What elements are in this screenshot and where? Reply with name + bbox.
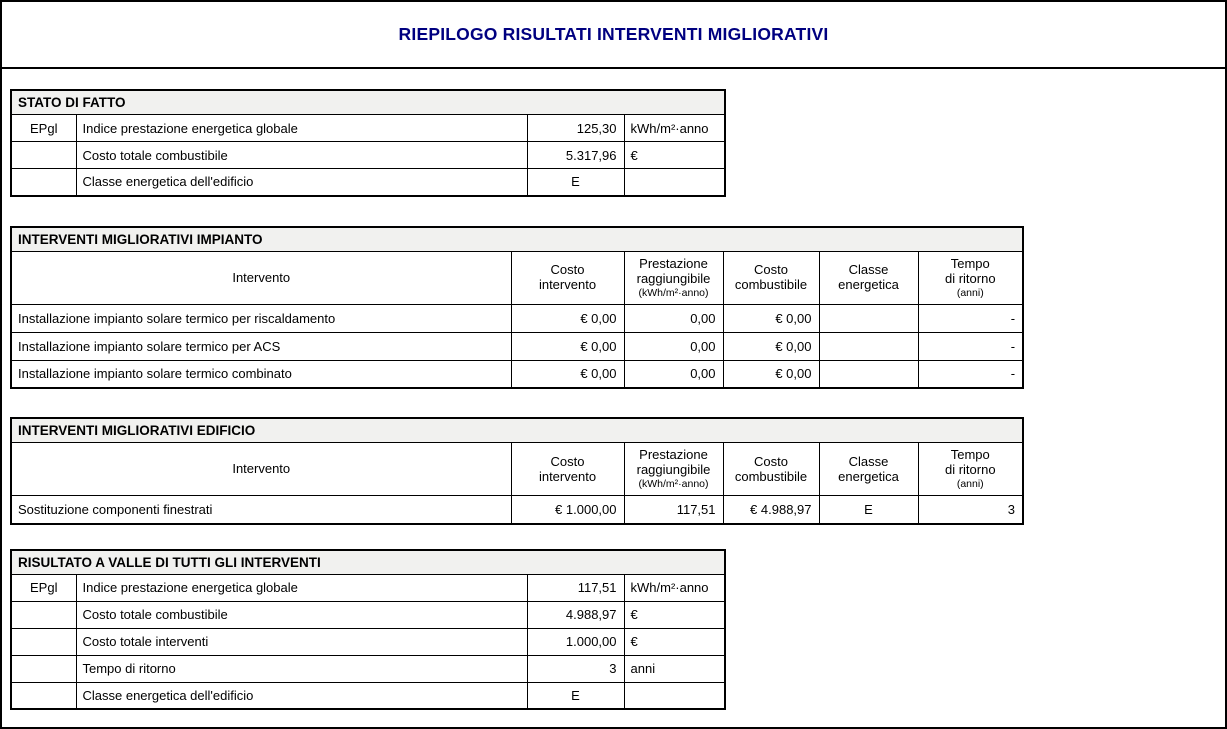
cell-prestazione: 0,00 xyxy=(624,304,723,332)
row-label: Costo totale combustibile xyxy=(76,601,527,628)
report-title-band xyxy=(2,2,1225,69)
section-header-row xyxy=(11,550,725,575)
col-header-costo-combustibile: Costo combustibile xyxy=(723,443,819,496)
cell-costo-intervento: € 0,00 xyxy=(511,304,624,332)
table-row xyxy=(11,142,725,169)
report-content xyxy=(2,89,1225,710)
col-header-tempo-ritorno: Tempo di ritorno (anni) xyxy=(918,251,1023,304)
table-row xyxy=(11,655,725,682)
cell-costo-combustibile: € 0,00 xyxy=(723,304,819,332)
row-value: E xyxy=(527,682,624,709)
cell-classe-energetica xyxy=(819,304,918,332)
interventi-edificio-table xyxy=(10,417,1024,525)
row-label: Classe energetica dell'edificio xyxy=(76,682,527,709)
row-label: Costo totale interventi xyxy=(76,628,527,655)
cell-costo-combustibile: € 0,00 xyxy=(723,360,819,388)
row-unit: kWh/m²·anno xyxy=(624,574,725,601)
row-code xyxy=(11,601,76,628)
row-code xyxy=(11,142,76,169)
cell-costo-intervento: € 0,00 xyxy=(511,360,624,388)
section-title-risultato: RISULTATO A VALLE DI TUTTI GLI INTERVENTI xyxy=(11,550,725,575)
row-unit: € xyxy=(624,628,725,655)
table-row xyxy=(11,360,1023,388)
cell-tempo-ritorno: - xyxy=(918,360,1023,388)
row-code: EPgl xyxy=(11,115,76,142)
row-code: EPgl xyxy=(11,574,76,601)
col-header-costo-intervento: Costo intervento xyxy=(511,443,624,496)
cell-prestazione: 0,00 xyxy=(624,360,723,388)
row-unit xyxy=(624,682,725,709)
table-row xyxy=(11,601,725,628)
stato-di-fatto-table xyxy=(10,89,726,197)
section-title-interventi-edificio: INTERVENTI MIGLIORATIVI EDIFICIO xyxy=(11,418,1023,443)
cell-prestazione: 117,51 xyxy=(624,496,723,524)
table-row xyxy=(11,304,1023,332)
table-row xyxy=(11,574,725,601)
row-label: Indice prestazione energetica globale xyxy=(76,574,527,601)
table-row xyxy=(11,628,725,655)
table-row xyxy=(11,332,1023,360)
section-header-row xyxy=(11,418,1023,443)
row-code xyxy=(11,682,76,709)
col-header-costo-combustibile: Costo combustibile xyxy=(723,251,819,304)
cell-classe-energetica: E xyxy=(819,496,918,524)
cell-intervento: Installazione impianto solare termico per riscaldamento xyxy=(11,304,511,332)
col-header-classe-energetica: Classe energetica xyxy=(819,251,918,304)
section-header-row xyxy=(11,90,725,115)
row-label: Indice prestazione energetica globale xyxy=(76,115,527,142)
row-code xyxy=(11,169,76,196)
cell-intervento: Sostituzione componenti finestrati xyxy=(11,496,511,524)
row-code xyxy=(11,655,76,682)
col-header-intervento: Intervento xyxy=(11,443,511,496)
section-title-interventi-impianto: INTERVENTI MIGLIORATIVI IMPIANTO xyxy=(11,227,1023,252)
cell-prestazione: 0,00 xyxy=(624,332,723,360)
page-title: RIEPILOGO RISULTATI INTERVENTI MIGLIORATIVI xyxy=(398,24,829,44)
col-header-costo-intervento: Costo intervento xyxy=(511,251,624,304)
col-header-prestazione: Prestazione raggiungibile (kWh/m²·anno) xyxy=(624,251,723,304)
cell-classe-energetica xyxy=(819,360,918,388)
cell-costo-intervento: € 0,00 xyxy=(511,332,624,360)
column-header-row xyxy=(11,443,1023,496)
row-code xyxy=(11,628,76,655)
row-value: 1.000,00 xyxy=(527,628,624,655)
row-label: Costo totale combustibile xyxy=(76,142,527,169)
row-value: E xyxy=(527,169,624,196)
row-value: 125,30 xyxy=(527,115,624,142)
cell-costo-intervento: € 1.000,00 xyxy=(511,496,624,524)
row-unit: € xyxy=(624,601,725,628)
row-unit: € xyxy=(624,142,725,169)
cell-costo-combustibile: € 0,00 xyxy=(723,332,819,360)
cell-intervento: Installazione impianto solare termico combinato xyxy=(11,360,511,388)
row-unit: anni xyxy=(624,655,725,682)
col-header-prestazione: Prestazione raggiungibile (kWh/m²·anno) xyxy=(624,443,723,496)
row-value: 5.317,96 xyxy=(527,142,624,169)
row-label: Tempo di ritorno xyxy=(76,655,527,682)
table-row xyxy=(11,496,1023,524)
row-unit: kWh/m²·anno xyxy=(624,115,725,142)
cell-tempo-ritorno: - xyxy=(918,332,1023,360)
interventi-impianto-table xyxy=(10,226,1024,390)
row-value: 4.988,97 xyxy=(527,601,624,628)
col-header-classe-energetica: Classe energetica xyxy=(819,443,918,496)
row-value: 117,51 xyxy=(527,574,624,601)
col-header-tempo-ritorno: Tempo di ritorno (anni) xyxy=(918,443,1023,496)
cell-tempo-ritorno: - xyxy=(918,304,1023,332)
row-unit xyxy=(624,169,725,196)
column-header-row xyxy=(11,251,1023,304)
table-row xyxy=(11,169,725,196)
section-header-row xyxy=(11,227,1023,252)
cell-intervento: Installazione impianto solare termico per ACS xyxy=(11,332,511,360)
section-title-stato-di-fatto: STATO DI FATTO xyxy=(11,90,725,115)
row-value: 3 xyxy=(527,655,624,682)
row-label: Classe energetica dell'edificio xyxy=(76,169,527,196)
table-row xyxy=(11,682,725,709)
table-row xyxy=(11,115,725,142)
cell-tempo-ritorno: 3 xyxy=(918,496,1023,524)
cell-classe-energetica xyxy=(819,332,918,360)
cell-costo-combustibile: € 4.988,97 xyxy=(723,496,819,524)
risultato-table xyxy=(10,549,726,711)
col-header-intervento: Intervento xyxy=(11,251,511,304)
